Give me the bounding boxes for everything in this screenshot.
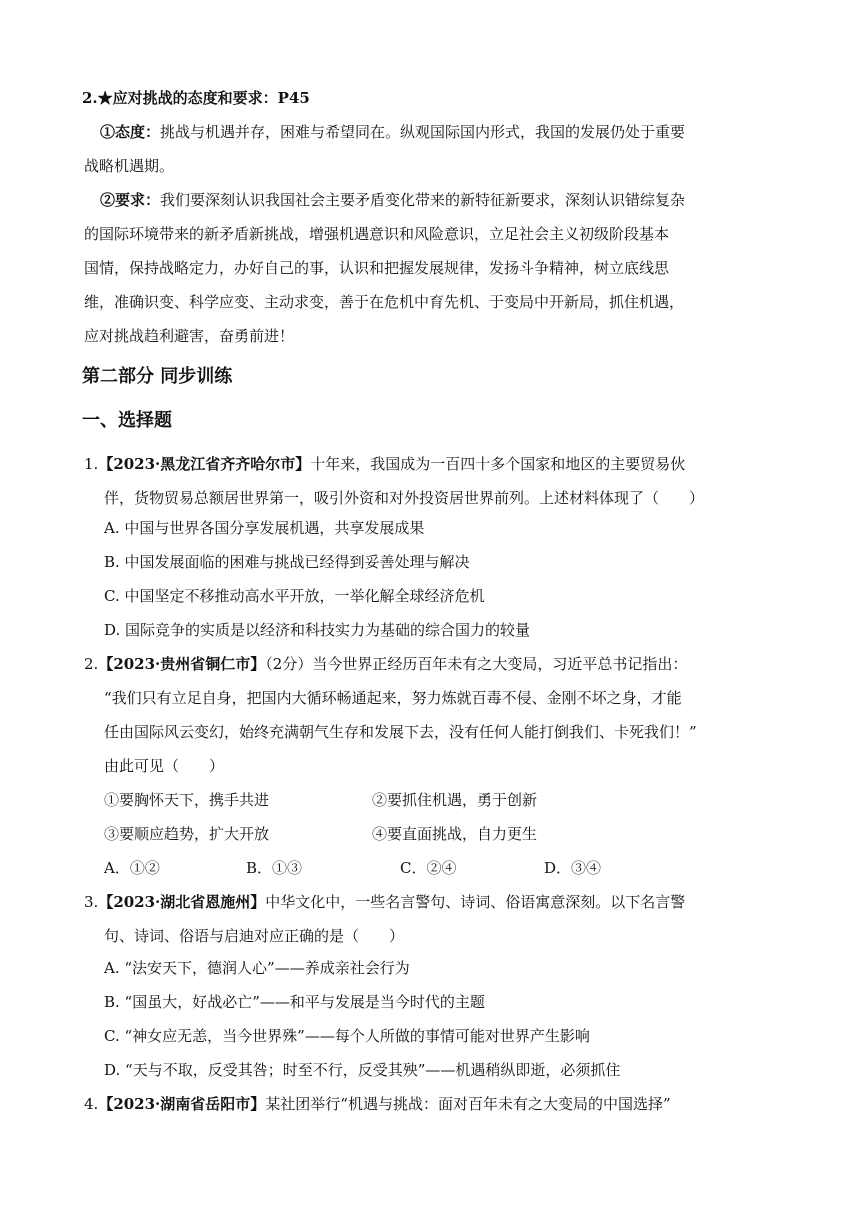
q2-stem-line-4: 由此可见（ ） <box>104 757 225 775</box>
q3-option-c: C. “神女应无恙，当今世界殊”——每个人所做的事情可能对世界产生影响 <box>104 1027 590 1045</box>
q4-stem-line-1 <box>84 1094 671 1114</box>
q2-source: 【2023·贵州省铜仁市】 <box>98 655 266 673</box>
q1-number: 1. <box>84 455 99 473</box>
q1-stem-line-1 <box>84 454 685 474</box>
q2-statement-1: ①要胸怀天下，携手共进 <box>104 791 270 809</box>
q3-stem-line-2: 句、诗词、俗语与启迪对应正确的是（ ） <box>104 927 405 945</box>
attitude-line-1 <box>100 122 685 142</box>
requirement-label: ②要求： <box>100 191 161 209</box>
q3-stem-line-1 <box>84 892 685 912</box>
q3-option-a: A. “法安天下，德润人心”——养成亲社会行为 <box>104 959 410 977</box>
q2-statement-4: ④要直面挑战，自力更生 <box>372 825 538 843</box>
requirement-line-3: 国情，保持战略定力，办好自己的事，认识和把握发展规律，发扬斗争精神，树立底线思 <box>84 259 670 277</box>
q2-text-1: （2分）当今世界正经历百年未有之大变局，习近平总书记指出： <box>265 655 688 673</box>
q1-option-a: A. 中国与世界各国分享发展机遇，共享发展成果 <box>104 519 425 537</box>
knowledge-heading-text: ★应对挑战的态度和要求：P45 <box>97 89 310 107</box>
attitude-line-2: 战略机遇期。 <box>84 157 175 175</box>
requirement-line-5: 应对挑战趋利避害，奋勇前进！ <box>84 327 295 345</box>
q1-text-1: 十年来，我国成为一百四十多个国家和地区的主要贸易伙 <box>310 455 686 473</box>
q3-option-b: B. “国虽大，好战必亡”——和平与发展是当今时代的主题 <box>104 993 485 1011</box>
q3-number: 3. <box>84 893 99 911</box>
q2-option-b: B．①③ <box>246 859 303 877</box>
q3-option-d: D. “天与不取，反受其咎；时至不行，反受其殃”——机遇稍纵即逝，必须抓住 <box>104 1061 621 1079</box>
q1-option-d: D. 国际竞争的实质是以经济和科技实力为基础的综合国力的较量 <box>104 621 531 639</box>
q3-source: 【2023·湖北省恩施州】 <box>98 893 266 911</box>
q2-option-d: D．③④ <box>544 859 602 877</box>
q1-stem-line-2: 伴，货物贸易总额居世界第一，吸引外资和对外投资居世界前列。上述材料体现了（ ） <box>104 489 705 507</box>
q2-option-c: C．②④ <box>400 859 457 877</box>
q1-option-b: B. 中国发展面临的困难与挑战已经得到妥善处理与解决 <box>104 553 470 571</box>
requirement-text-1: 我们要深刻认识我国社会主要矛盾变化带来的新特征新要求，深刻认识错综复杂 <box>160 191 686 209</box>
q4-number: 4. <box>84 1095 99 1113</box>
knowledge-heading-num: 2. <box>82 89 98 107</box>
q4-text-1: 某社团举行“机遇与挑战：面对百年未有之大变局的中国选择” <box>265 1095 671 1113</box>
q2-statement-2: ②要抓住机遇，勇于创新 <box>372 791 538 809</box>
attitude-label: ①态度： <box>100 123 161 141</box>
q2-stem-line-3: 任由国际风云变幻，始终充满朝气生存和发展下去，没有任何人能打倒我们、卡死我们！” <box>104 723 697 741</box>
q4-source: 【2023·湖南省岳阳市】 <box>98 1095 266 1113</box>
q2-stem-line-2: “我们只有立足自身，把国内大循环畅通起来，努力炼就百毒不侵、金刚不坏之身，才能 <box>104 689 682 707</box>
requirement-line-4: 维，准确识变、科学应变、主动求变，善于在危机中育先机、于变局中开新局，抓住机遇， <box>84 293 685 311</box>
q2-number: 2. <box>84 655 99 673</box>
attitude-text-1: 挑战与机遇并存，困难与希望同在。纵观国际国内形式，我国的发展仍处于重要 <box>160 123 686 141</box>
q2-statement-3: ③要顺应趋势，扩大开放 <box>104 825 270 843</box>
q1-source: 【2023·黑龙江省齐齐哈尔市】 <box>98 455 311 473</box>
section1-title: 一、选择题 <box>82 410 172 431</box>
q2-option-a: A．①② <box>104 859 160 877</box>
q2-stem-line-1 <box>84 654 687 674</box>
q3-text-1: 中华文化中，一些名言警句、诗词、俗语寓意深刻。以下名言警 <box>265 893 686 911</box>
q1-option-c: C. 中国坚定不移推动高水平开放，一举化解全球经济危机 <box>104 587 485 605</box>
requirement-line-1 <box>100 190 685 210</box>
requirement-line-2: 的国际环境带来的新矛盾新挑战，增强机遇意识和风险意识，立足社会主义初级阶段基本 <box>84 225 670 243</box>
part2-title: 第二部分 同步训练 <box>82 366 233 387</box>
knowledge-heading <box>82 88 310 108</box>
